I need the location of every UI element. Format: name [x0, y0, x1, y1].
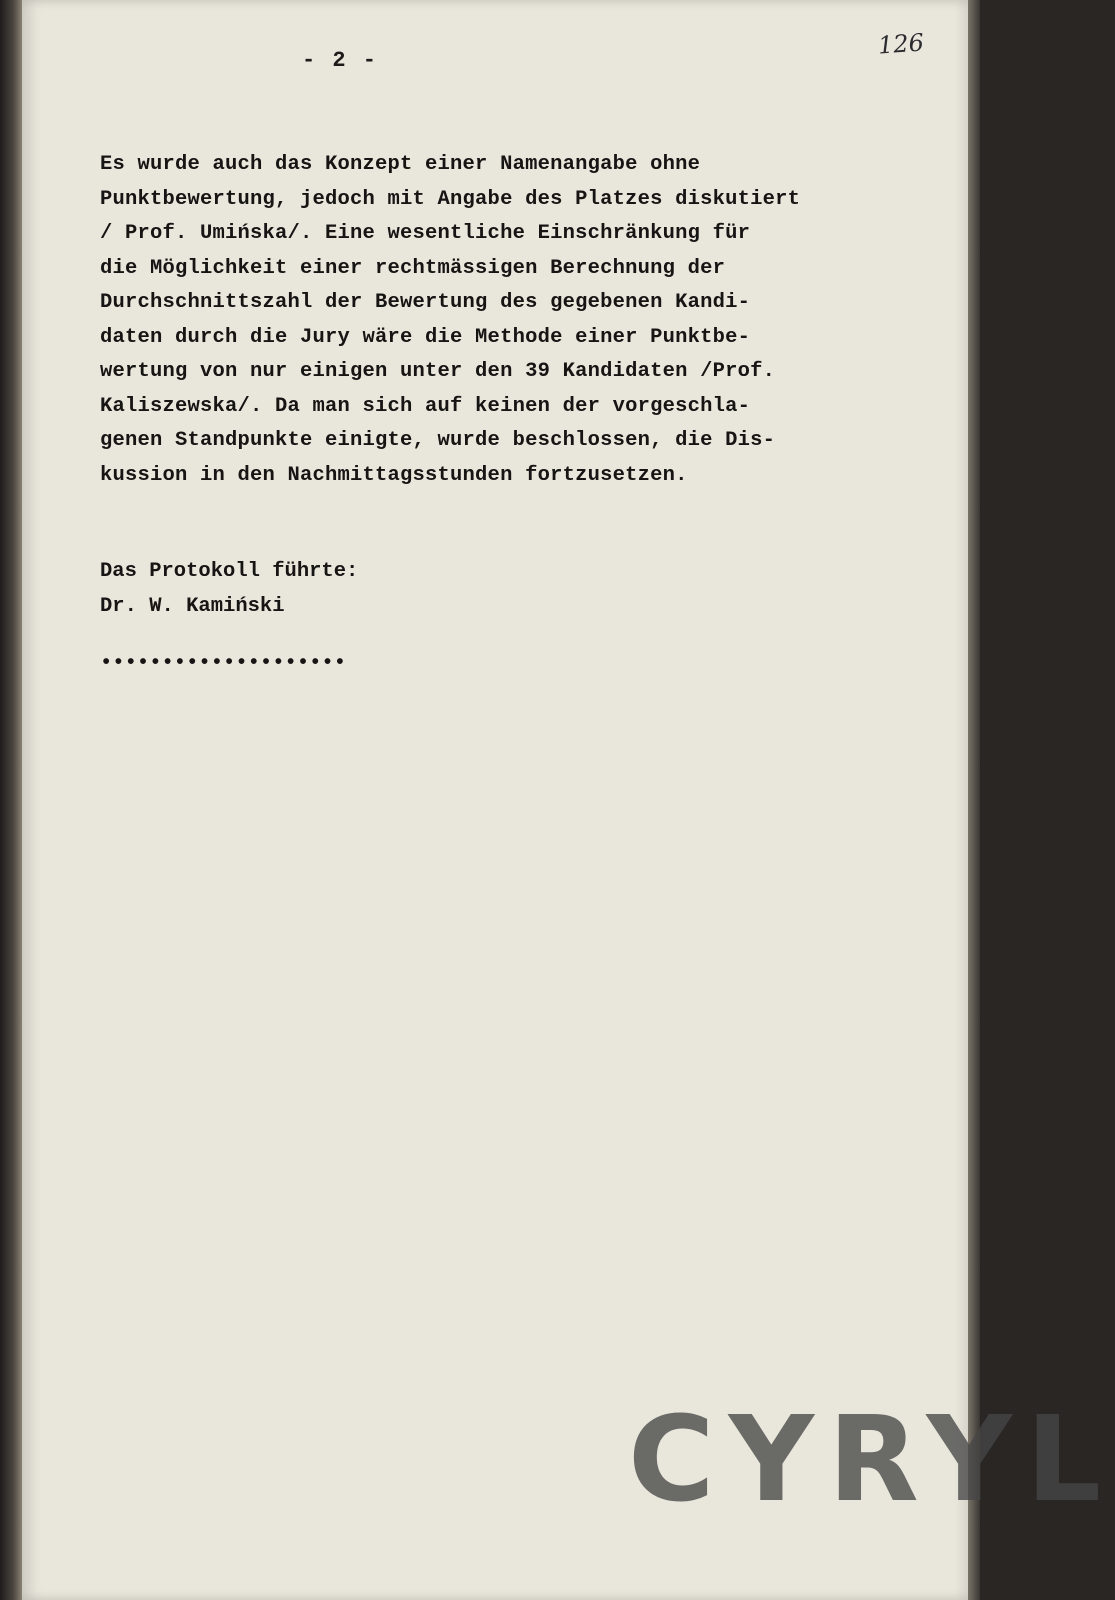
- page-edge: [968, 0, 980, 1600]
- body-line: Punktbewertung, jedoch mit Angabe des Platzes diskutiert: [100, 187, 801, 211]
- body-line: daten durch die Jury wäre die Methode einer Punktbe-: [100, 325, 751, 349]
- archive-number: 126: [877, 28, 925, 60]
- body-line: die Möglichkeit einer rechtmässigen Berechnung der: [100, 256, 726, 280]
- page-number: - 2 -: [302, 48, 379, 73]
- body-line: genen Standpunkte einigte, wurde beschlossen, die Dis-: [100, 429, 776, 452]
- page-binding: [0, 0, 22, 1600]
- watermark-logo: CYRYL: [628, 1390, 1115, 1528]
- signature-block: [100, 555, 358, 624]
- separator-dots: ••••••••••••••••••••: [100, 652, 347, 675]
- signature-name: Dr. W. Kamiński: [100, 594, 285, 618]
- body-line: wertung von nur einigen unter den 39 Kandidaten /Prof.: [100, 360, 776, 383]
- protocol-body: [100, 148, 880, 493]
- body-line: kussion in den Nachmittagsstunden fortzusetzen.: [100, 463, 688, 487]
- body-line: Durchschnittszahl der Bewertung des gegebenen Kandi-: [100, 291, 751, 314]
- body-line: Es wurde auch das Konzept einer Namenangabe ohne: [100, 153, 701, 176]
- body-line: / Prof. Umińska/. Eine wesentliche Einschränkung für: [100, 222, 751, 245]
- body-line: Kaliszewska/. Da man sich auf keinen der vorgeschla-: [100, 394, 751, 418]
- signature-label: Das Protokoll führte:: [100, 560, 359, 583]
